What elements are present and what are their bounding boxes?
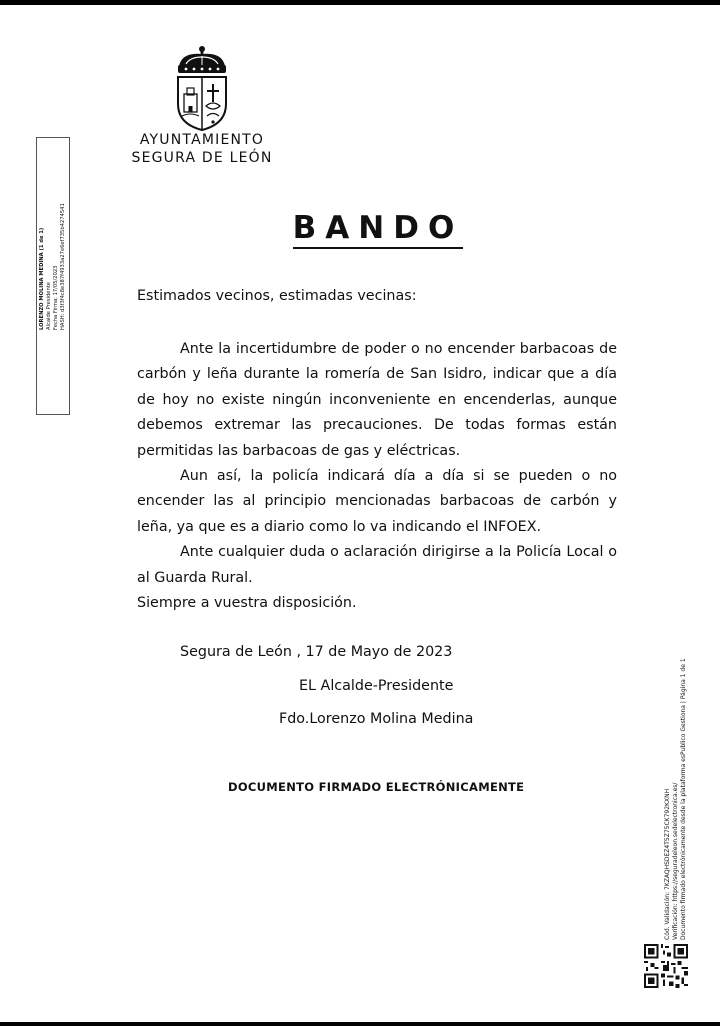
verification-url: Verificación: https://seguradeleon.sedelectronica.es/ xyxy=(672,782,679,940)
org-line-2: SEGURA DE LEÓN xyxy=(131,150,273,166)
municipality-name xyxy=(112,131,292,167)
electronic-signature-notice: DOCUMENTO FIRMADO ELECTRÓNICAMENTE xyxy=(228,780,525,794)
verification-text xyxy=(664,635,688,940)
platform-notice: Documento firmado electrónicamente desde la plataforma esPublico Gestiona | Página 1 de 1 xyxy=(680,658,687,940)
place-and-date: Segura de León , 17 de Mayo de 2023 xyxy=(180,644,453,660)
signer-name: Fdo.Lorenzo Molina Medina xyxy=(279,711,474,727)
closing-line: Siempre a vuestra disposición. xyxy=(137,595,357,612)
municipal-coat-of-arms-icon xyxy=(172,44,232,132)
org-line-1: AYUNTAMIENTO xyxy=(139,132,265,148)
document-body xyxy=(137,337,617,616)
signature-stamp-text xyxy=(39,140,67,414)
signer-stamp-name: LORENZO MOLINA MEDINA (1 de 1) xyxy=(39,227,45,330)
signer-stamp-date: Fecha Firma: 17/05/2023 xyxy=(53,265,59,330)
signer-role: EL Alcalde-Presidente xyxy=(299,678,454,694)
bottom-border xyxy=(0,1022,720,1026)
validation-code: Cód. Validación: 7KZAQHSDEZ4T5Z75CK792KXNH xyxy=(664,788,671,940)
paragraph-3: Ante cualquier duda o aclaración dirigirse a la Policía Local o al Guarda Rural. xyxy=(137,544,617,586)
document-title-text: BANDO xyxy=(293,210,464,249)
signer-stamp-hash: HASH: d3f3f4c8e387f4933a27e6ef735b4274541 xyxy=(60,203,66,330)
qr-code-icon xyxy=(644,944,688,988)
greeting: Estimados vecinos, estimadas vecinas: xyxy=(137,288,417,304)
signer-stamp-role: Alcalde Presidente xyxy=(46,282,52,330)
top-border xyxy=(0,0,720,5)
document-title xyxy=(0,210,720,246)
signature-stamp-box xyxy=(36,137,70,415)
paragraph-2: Aun así, la policía indicará día a día si se pueden o no encender las al principio mencionadas barbacoas de carbón y leña, ya que es a diario como lo va indicando el INFOEX. xyxy=(137,468,617,535)
paragraph-1: Ante la incertidumbre de poder o no encender barbacoas de carbón y leña durante la romería de San Isidro, indicar que a día de hoy no existe ningún inconveniente en encenderlas, aunque debemos extremar las precauciones. De todas formas están permitidas las barbacoas de gas y eléctricas. xyxy=(137,341,617,459)
